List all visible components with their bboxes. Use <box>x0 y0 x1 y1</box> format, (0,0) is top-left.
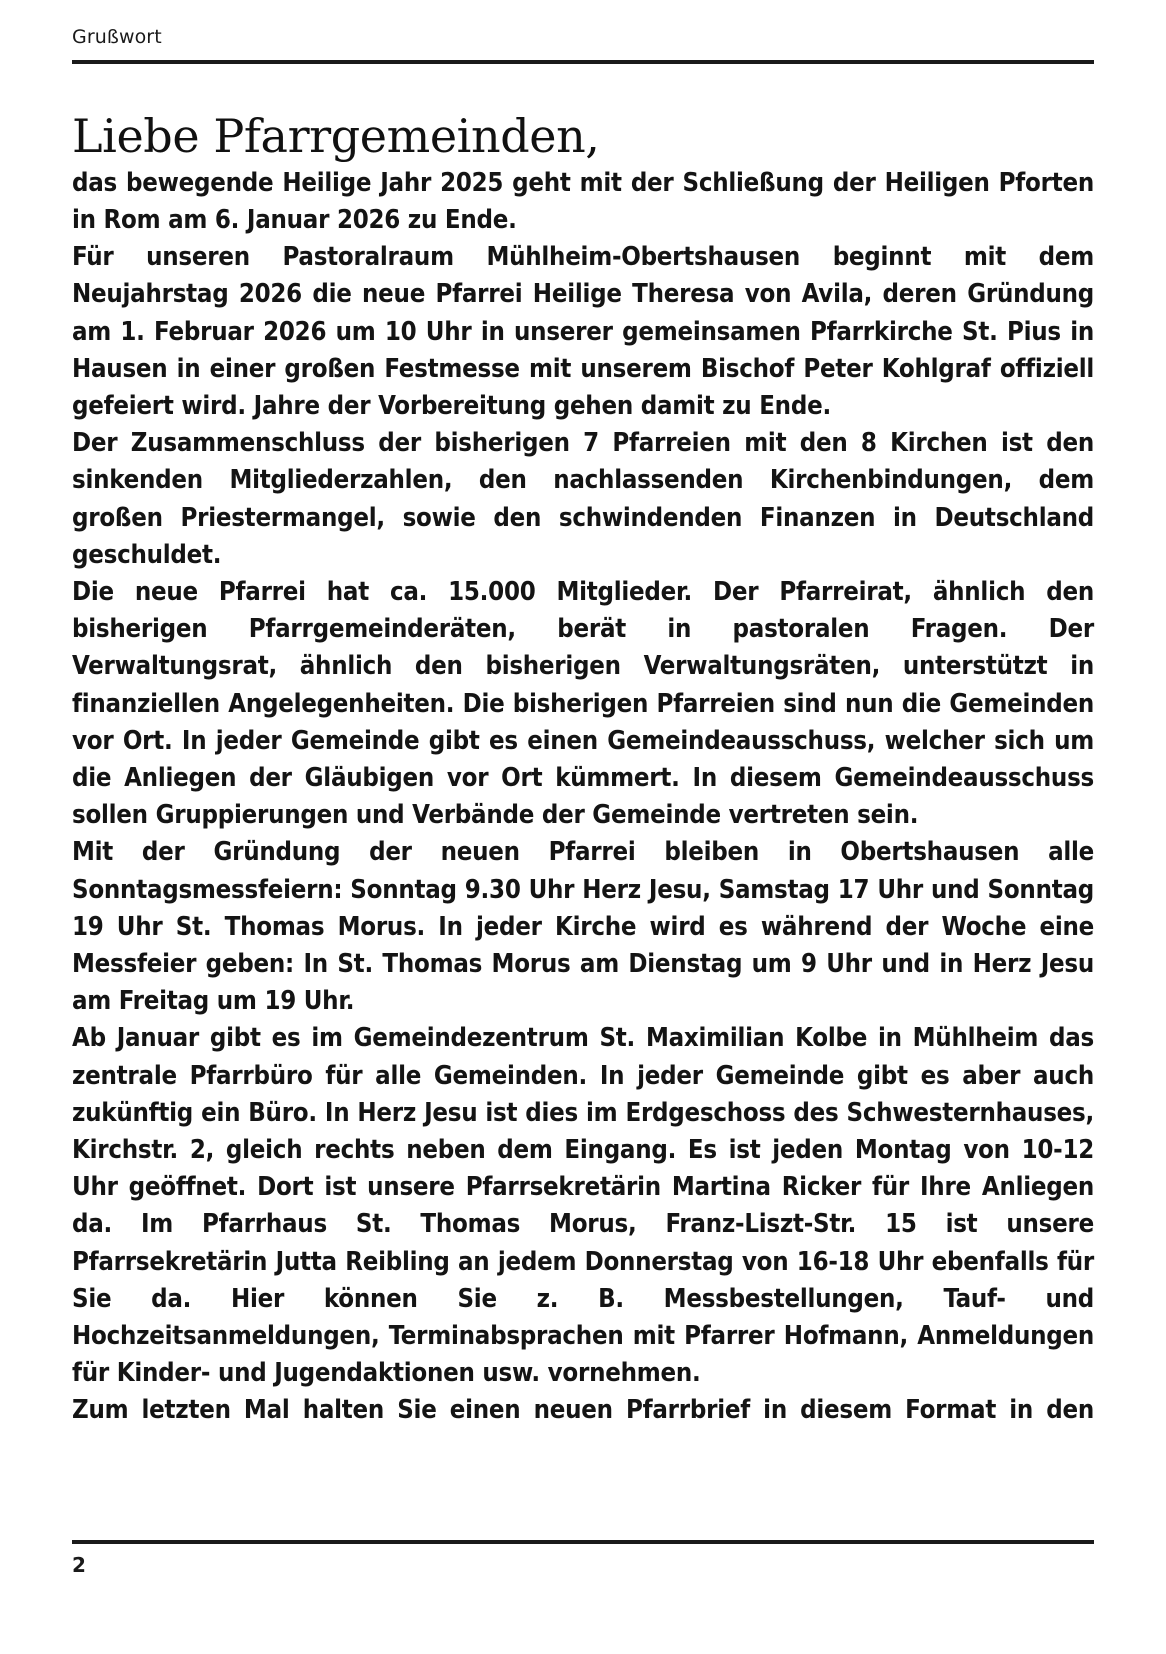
page-footer <box>72 1540 1094 1576</box>
running-header <box>72 26 1094 64</box>
page-number: 2 <box>72 1553 86 1577</box>
article-paragraphs <box>72 165 1094 1430</box>
running-header-title: Grußwort <box>72 26 162 48</box>
paragraph: Die neue Pfarrei hat ca. 15.000 Mitglieder. Der Pfarreirat, ähnlich den bisherigen Pfarrgemeinderäten, berät in pastoralen Fragen. Der Verwaltungsrat, ähnlich den bisherigen Verwaltungsräten, unterstützt in finanziellen Angelegenheiten. Die bisherigen Pfarreien sind nun die Gemeinden vor Ort. In jeder Gemeinde gibt es einen Gemeindeausschuss, welcher sich um die Anliegen der Gläubigen vor Ort kümmert. In diesem Gemeindeausschuss sollen Gruppierungen und Verbände der Gemeinde vertreten sein. <box>72 576 1094 831</box>
paragraph: Ab Januar gibt es im Gemeindezentrum St. Maximilian Kolbe in Mühlheim das zentrale Pfarrbüro für alle Gemeinden. In jeder Gemeinde gibt es aber auch zukünftig ein Büro. In Herz Jesu ist dies im Erdgeschoss des Schwesternhauses, Kirchstr. 2, gleich rechts neben dem Eingang. Es ist jeden Montag von 10-12 Uhr geöffnet. Dort ist unsere Pfarrsekretärin Martina Ricker für Ihre Anliegen da. Im Pfarrhaus St. Thomas Morus, Franz-Liszt-Str. 15 ist unsere Pfarrsekretärin Jutta Reibling an jedem Donnerstag von 16-18 Uhr ebenfalls für Sie da. Hier können Sie z. B. Messbestellungen, Tauf- und Hochzeitsanmeldungen, Terminabsprachen mit Pfarrer Hofmann, Anmeldungen für Kinder- und Jugendaktionen usw. vornehmen. <box>72 1023 1094 1389</box>
paragraph: Mit der Gründung der neuen Pfarrei bleiben in Obertshausen alle Sonntagsmessfeiern: Sonntag 9.30 Uhr Herz Jesu, Samstag 17 Uhr und Sonntag 19 Uhr St. Thomas Morus. In jeder Kirche wird es während der Woche eine Messfeier geben: In St. Thomas Morus am Dienstag um 9 Uhr und in Herz Jesu am Freitag um 19 Uhr. <box>72 837 1094 1017</box>
paragraph: das bewegende Heilige Jahr 2025 geht mit der Schließung der Heiligen Pforten in Rom am 6. Januar 2026 zu Ende. <box>72 167 1094 235</box>
header-rule <box>72 60 1094 64</box>
article-body <box>72 109 1094 1430</box>
footer-rule <box>72 1540 1094 1544</box>
paragraph: Für unseren Pastoralraum Mühlheim-Obertshausen beginnt mit dem Neujahrstag 2026 die neue Pfarrei Heilige Theresa von Avila, deren Gründung am 1. Februar 2026 um 10 Uhr in unserer gemeinsamen Pfarrkirche St. Pius in Hausen in einer großen Festmesse mit unserem Bischof Peter Kohlgraf offiziell gefeiert wird. Jahre der Vorbereitung gehen damit zu Ende. <box>72 242 1094 421</box>
page-title: Liebe Pfarrgemeinden, <box>72 109 600 163</box>
paragraph: Zum letzten Mal halten Sie einen neuen Pfarrbrief in diesem Format in den <box>72 1395 1094 1426</box>
paragraph: Der Zusammenschluss der bisherigen 7 Pfarreien mit den 8 Kirchen ist den sinkenden Mitgliederzahlen, den nachlassenden Kirchenbindungen, dem großen Priestermangel, sowie den schwindenden Finanzen in Deutschland geschuldet. <box>72 428 1094 570</box>
